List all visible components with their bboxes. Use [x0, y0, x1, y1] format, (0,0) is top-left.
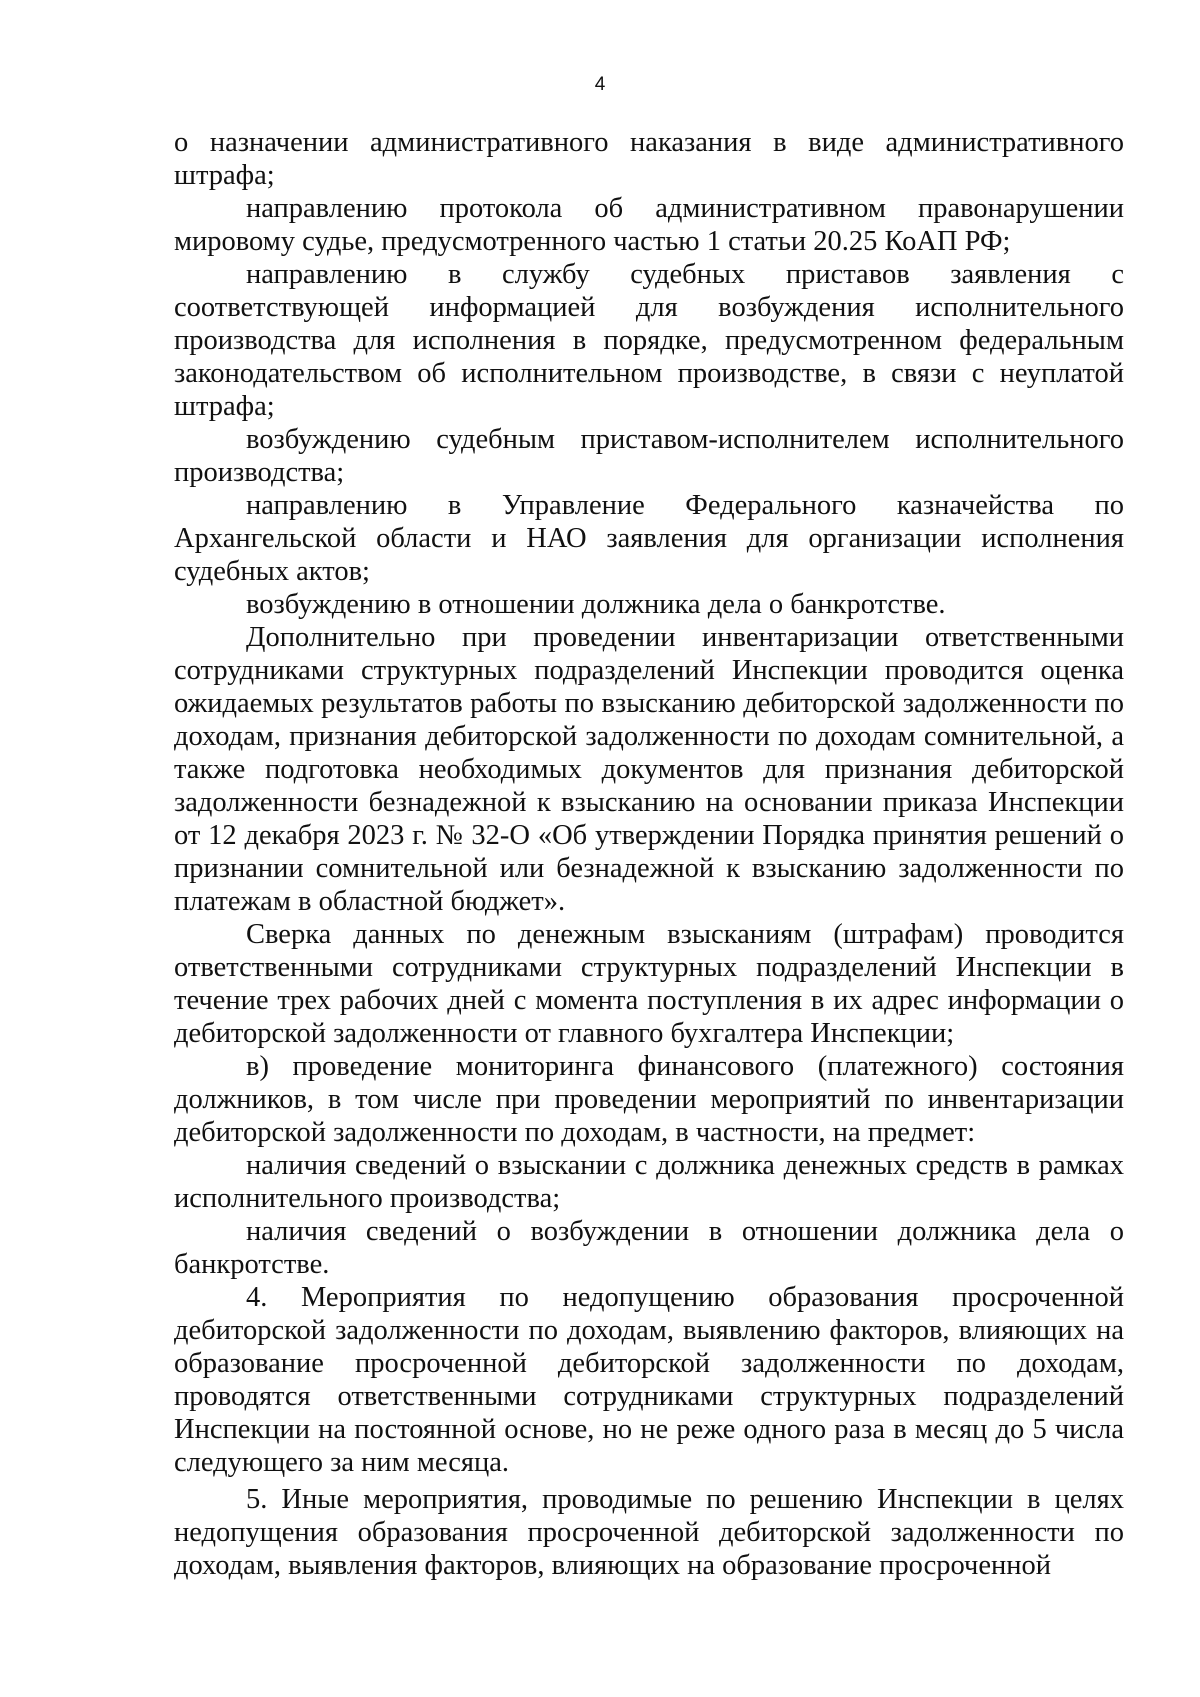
paragraph-recovery-information: наличия сведений о взыскании с должника денежных средств в рамках исполнительного производства;: [174, 1150, 1124, 1214]
paragraph-item-4-prevention-measures: 4. Мероприятия по недопущению образования просроченной дебиторской задолженности по доходам, выявлению факторов, влияющих на образование просроченной дебиторской задолженности по доходам, проводятся ответственными сотрудниками структурных подразделений Инспекции на постоянной основе, но не реже одного раза в месяц до 5 числа следующего за ним месяца.: [174, 1282, 1124, 1478]
document-body: [174, 126, 1124, 1582]
paragraph-administrative-penalty: о назначении административного наказания в виде административного штрафа;: [174, 127, 1124, 191]
paragraph-item-5-other-measures: 5. Иные мероприятия, проводимые по решению Инспекции в целях недопущения образования просроченной дебиторской задолженности по доходам, выявления факторов, влияющих на образование просроченной: [174, 1484, 1124, 1581]
paragraph-bankruptcy-information: наличия сведений о возбуждении в отношении должника дела о банкротстве.: [174, 1216, 1124, 1280]
paragraph-inventory-assessment: Дополнительно при проведении инвентаризации ответственными сотрудниками структурных подразделений Инспекции проводится оценка ожидаемых результатов работы по взысканию дебиторской задолженности по доходам, признания дебиторской задолженности по доходам сомнительной, а также подготовка необходимых документов для признания дебиторской задолженности безнадежной к взысканию на основании приказа Инспекции от 12 декабря 2023 г. № 32-О «Об утверждении Порядка принятия решений о признании сомнительной или безнадежной к взысканию задолженности по платежам в областной бюджет».: [174, 622, 1124, 917]
page-number: 4: [594, 74, 606, 95]
paragraph-enforcement-proceedings: возбуждению судебным приставом-исполнителем исполнительного производства;: [174, 424, 1124, 488]
paragraph-federal-treasury: направлению в Управление Федерального казначейства по Архангельской области и НАО заявления для организации исполнения судебных актов;: [174, 490, 1124, 587]
paragraph-bankruptcy-case: возбуждению в отношении должника дела о банкротстве.: [246, 589, 946, 620]
paragraph-protocol-to-magistrate: направлению протокола об административном правонарушении мировому судье, предусмотренного частью 1 статьи 20.25 КоАП РФ;: [174, 193, 1124, 257]
paragraph-fines-reconciliation: Сверка данных по денежным взысканиям (штрафам) проводится ответственными сотрудниками структурных подразделений Инспекции в течение трех рабочих дней с момента поступления в их адрес информации о дебиторской задолженности от главного бухгалтера Инспекции;: [174, 919, 1124, 1049]
paragraph-debtor-monitoring: в) проведение мониторинга финансового (платежного) состояния должников, в том числе при проведении мероприятий по инвентаризации дебиторской задолженности по доходам, в частности, на предмет:: [174, 1051, 1124, 1148]
paragraph-bailiff-service: направлению в службу судебных приставов заявления с соответствующей информацией для возбуждения исполнительного производства для исполнения в порядке, предусмотренном федеральным законодательством об исполнительном производстве, в связи с неуплатой штрафа;: [174, 259, 1124, 422]
